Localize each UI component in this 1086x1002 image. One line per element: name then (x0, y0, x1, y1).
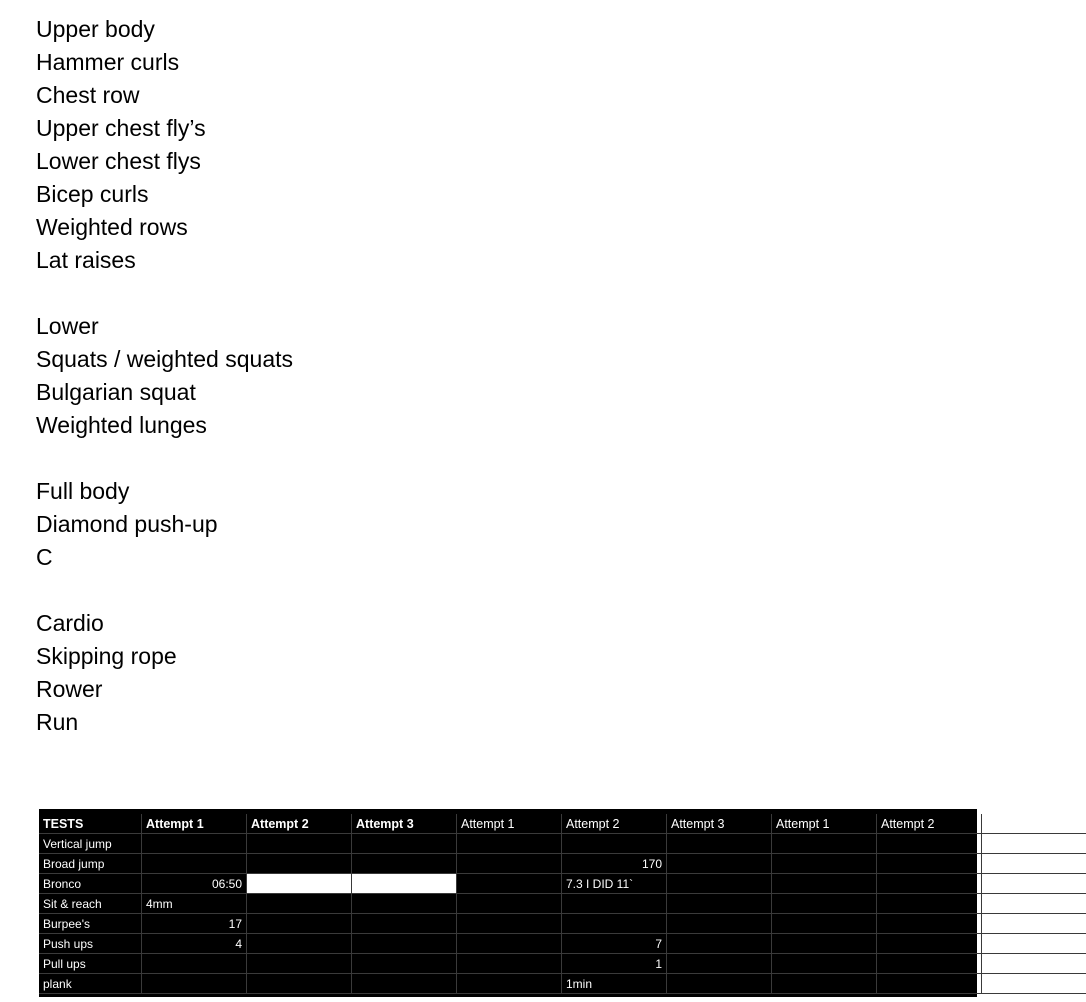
table-cell[interactable]: 1 (562, 954, 667, 974)
table-cell[interactable] (562, 834, 667, 854)
table-cell[interactable] (667, 834, 772, 854)
exercise-item: Chest row (36, 82, 140, 108)
table-cell[interactable] (772, 834, 877, 854)
table-cell[interactable] (142, 974, 247, 994)
table-cell[interactable] (562, 894, 667, 914)
table-cell[interactable]: 17 (142, 914, 247, 934)
table-cell[interactable] (247, 874, 352, 894)
table-cell[interactable] (982, 854, 1086, 874)
table-cell[interactable] (982, 914, 1086, 934)
table-cell[interactable] (667, 914, 772, 934)
header-cell[interactable]: Attempt 1 (772, 814, 877, 834)
blank-line (36, 442, 293, 475)
section-heading: Cardio (36, 610, 104, 636)
header-cell[interactable]: Attempt 1 (142, 814, 247, 834)
upper-body-section (36, 13, 293, 277)
header-cell[interactable]: Attempt 3 (667, 814, 772, 834)
table-cell[interactable] (667, 974, 772, 994)
table-cell[interactable]: 1min (562, 974, 667, 994)
exercise-item: Upper chest fly’s (36, 115, 206, 141)
header-cell[interactable]: Attempt 2 (247, 814, 352, 834)
exercise-item: Squats / weighted squats (36, 346, 293, 372)
table-cell[interactable] (352, 934, 457, 954)
header-cell[interactable]: TESTS (39, 814, 142, 834)
table-row (39, 874, 1086, 894)
table-cell[interactable] (247, 914, 352, 934)
table-cell[interactable] (457, 934, 562, 954)
table-body (39, 834, 1086, 994)
table-cell[interactable] (772, 854, 877, 874)
table-cell[interactable] (982, 894, 1086, 914)
table-cell[interactable] (247, 894, 352, 914)
table-cell[interactable] (877, 934, 982, 954)
test-name-cell[interactable]: Pull ups (39, 954, 142, 974)
blank-line (36, 574, 293, 607)
table-cell[interactable] (982, 974, 1086, 994)
table-cell[interactable] (982, 934, 1086, 954)
table-cell[interactable] (142, 834, 247, 854)
table-cell[interactable]: 7 (562, 934, 667, 954)
table-cell[interactable] (772, 934, 877, 954)
header-cell[interactable]: Attempt 1 (457, 814, 562, 834)
table-cell[interactable]: 06:50 (142, 874, 247, 894)
table-cell[interactable] (667, 874, 772, 894)
table-cell[interactable] (352, 834, 457, 854)
exercise-item: C (36, 544, 53, 570)
test-name-cell[interactable]: Burpee's (39, 914, 142, 934)
table-cell[interactable] (772, 874, 877, 894)
table-cell[interactable] (352, 974, 457, 994)
table-cell[interactable] (352, 954, 457, 974)
table-cell[interactable] (667, 954, 772, 974)
table-cell[interactable] (247, 834, 352, 854)
table-cell[interactable] (772, 954, 877, 974)
table-cell[interactable] (877, 874, 982, 894)
section-heading: Full body (36, 478, 130, 504)
header-cell[interactable]: Attempt 2 (562, 814, 667, 834)
test-name-cell[interactable]: Bronco (39, 874, 142, 894)
test-name-cell[interactable]: Push ups (39, 934, 142, 954)
cardio-section (36, 607, 293, 739)
table-cell[interactable] (877, 914, 982, 934)
section-heading: Lower (36, 313, 99, 339)
test-name-cell[interactable]: Sit & reach (39, 894, 142, 914)
table-cell[interactable] (457, 954, 562, 974)
header-cell[interactable]: Attempt 3 (982, 814, 1086, 834)
exercise-item: Weighted lunges (36, 412, 207, 438)
table-row (39, 834, 1086, 854)
table-cell[interactable] (982, 834, 1086, 854)
table-cell[interactable] (667, 854, 772, 874)
tests-table (39, 814, 1086, 994)
exercise-item: Diamond push-up (36, 511, 218, 537)
table-cell[interactable] (457, 854, 562, 874)
test-name-cell[interactable]: plank (39, 974, 142, 994)
table-cell[interactable] (352, 914, 457, 934)
full-body-section (36, 475, 293, 574)
table-header-row (39, 814, 1086, 834)
table-row (39, 854, 1086, 874)
exercise-item: Rower (36, 676, 103, 702)
table-cell[interactable] (877, 954, 982, 974)
exercise-notes (36, 13, 293, 739)
exercise-item: Lat raises (36, 247, 136, 273)
table-cell[interactable] (352, 894, 457, 914)
exercise-item: Skipping rope (36, 643, 177, 669)
table-cell[interactable] (667, 934, 772, 954)
table-row (39, 894, 1086, 914)
table-cell[interactable] (772, 914, 877, 934)
table-cell[interactable] (457, 874, 562, 894)
table-cell[interactable] (247, 954, 352, 974)
exercise-item: Run (36, 709, 79, 735)
table-cell[interactable] (457, 894, 562, 914)
table-cell[interactable]: 170 (562, 854, 667, 874)
table-cell[interactable] (142, 954, 247, 974)
header-cell[interactable]: Attempt 3 (352, 814, 457, 834)
section-heading: Upper body (36, 16, 155, 42)
table-cell[interactable] (457, 834, 562, 854)
table-cell[interactable] (877, 854, 982, 874)
table-cell[interactable] (667, 894, 772, 914)
table-row (39, 974, 1086, 994)
test-name-cell[interactable]: Vertical jump (39, 834, 142, 854)
table-row (39, 934, 1086, 954)
header-cell[interactable]: Attempt 2 (877, 814, 982, 834)
table-cell[interactable] (142, 854, 247, 874)
table-cell[interactable] (457, 914, 562, 934)
exercise-item: Bicep curls (36, 181, 149, 207)
exercise-item: Hammer curls (36, 49, 180, 75)
exercise-item: Bulgarian squat (36, 379, 196, 405)
table-cell[interactable] (352, 854, 457, 874)
table-row (39, 954, 1086, 974)
table-cell[interactable]: 4mm (142, 894, 247, 914)
table-cell[interactable] (562, 914, 667, 934)
lower-body-section (36, 310, 293, 442)
table-cell[interactable] (772, 894, 877, 914)
test-name-cell[interactable]: Broad jump (39, 854, 142, 874)
blank-line (36, 277, 293, 310)
table-cell[interactable] (457, 974, 562, 994)
exercise-item: Weighted rows (36, 214, 188, 240)
table-cell[interactable] (247, 854, 352, 874)
exercise-item: Lower chest flys (36, 148, 201, 174)
table-row (39, 914, 1086, 934)
table-cell[interactable] (877, 834, 982, 854)
table-cell[interactable]: 4 (142, 934, 247, 954)
table-cell[interactable] (877, 894, 982, 914)
table-cell[interactable]: 7.3 I DID 11` (562, 874, 667, 894)
embedded-spreadsheet (39, 809, 1040, 997)
table-cell[interactable] (877, 974, 982, 994)
table-cell[interactable] (247, 934, 352, 954)
table-cell[interactable] (247, 974, 352, 994)
table-cell[interactable] (982, 954, 1086, 974)
table-cell[interactable] (352, 874, 457, 894)
table-cell[interactable] (772, 974, 877, 994)
table-cell[interactable] (982, 874, 1086, 894)
